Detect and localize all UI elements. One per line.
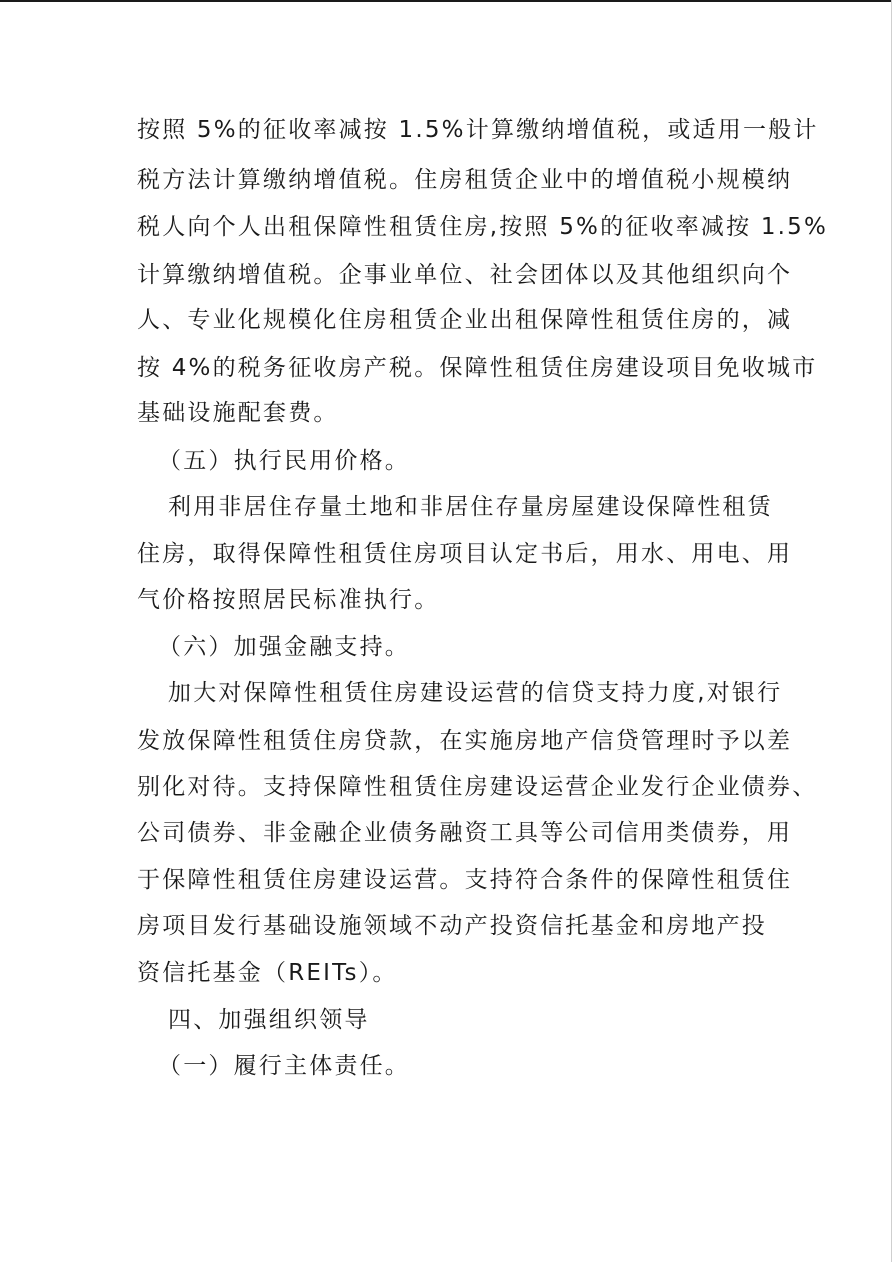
text-line: 税方法计算缴纳增值税。住房租赁企业中的增值税小规模纳 xyxy=(137,167,793,193)
text-line: 别化对待。支持保障性租赁住房建设运营企业发行企业债券、 xyxy=(137,774,818,800)
text-line: 基础设施配套费。 xyxy=(137,400,339,426)
section-heading: 四、加强组织领导 xyxy=(168,1007,370,1033)
text-line: 气价格按照居民标准执行。 xyxy=(137,587,440,613)
paragraph-first-line: 加大对保障性租赁住房建设运营的信贷支持力度,对银行 xyxy=(168,680,783,706)
text-line: 人、专业化规模化住房租赁企业出租保障性租赁住房的，减 xyxy=(137,307,793,333)
text-line: 税人向个人出租保障性租赁住房,按照 5%的征收率减按 1.5% xyxy=(137,214,829,240)
text-line: 发放保障性租赁住房贷款，在实施房地产信贷管理时予以差 xyxy=(137,728,793,754)
section-heading: （一）履行主体责任。 xyxy=(158,1053,410,1079)
text-line: 公司债券、非金融企业债务融资工具等公司信用类债券，用 xyxy=(137,820,793,846)
text-line: 资信托基金（REITs）。 xyxy=(137,960,398,986)
text-line: 计算缴纳增值税。企事业单位、社会团体以及其他组织向个 xyxy=(137,262,793,288)
text-line: 按照 5%的征收率减按 1.5%计算缴纳增值税，或适用一般计 xyxy=(137,117,819,143)
section-heading: （六）加强金融支持。 xyxy=(158,634,410,660)
section-heading: （五）执行民用价格。 xyxy=(158,448,410,474)
text-line: 按 4%的税务征收房产税。保障性租赁住房建设项目免收城市 xyxy=(137,355,818,381)
text-line: 房项目发行基础设施领域不动产投资信托基金和房地产投 xyxy=(137,913,767,939)
text-line: 于保障性租赁住房建设运营。支持符合条件的保障性租赁住 xyxy=(137,867,793,893)
paragraph-first-line: 利用非居住存量土地和非居住存量房屋建设保障性租赁 xyxy=(168,494,773,520)
text-line: 住房，取得保障性租赁住房项目认定书后，用水、用电、用 xyxy=(137,541,793,567)
